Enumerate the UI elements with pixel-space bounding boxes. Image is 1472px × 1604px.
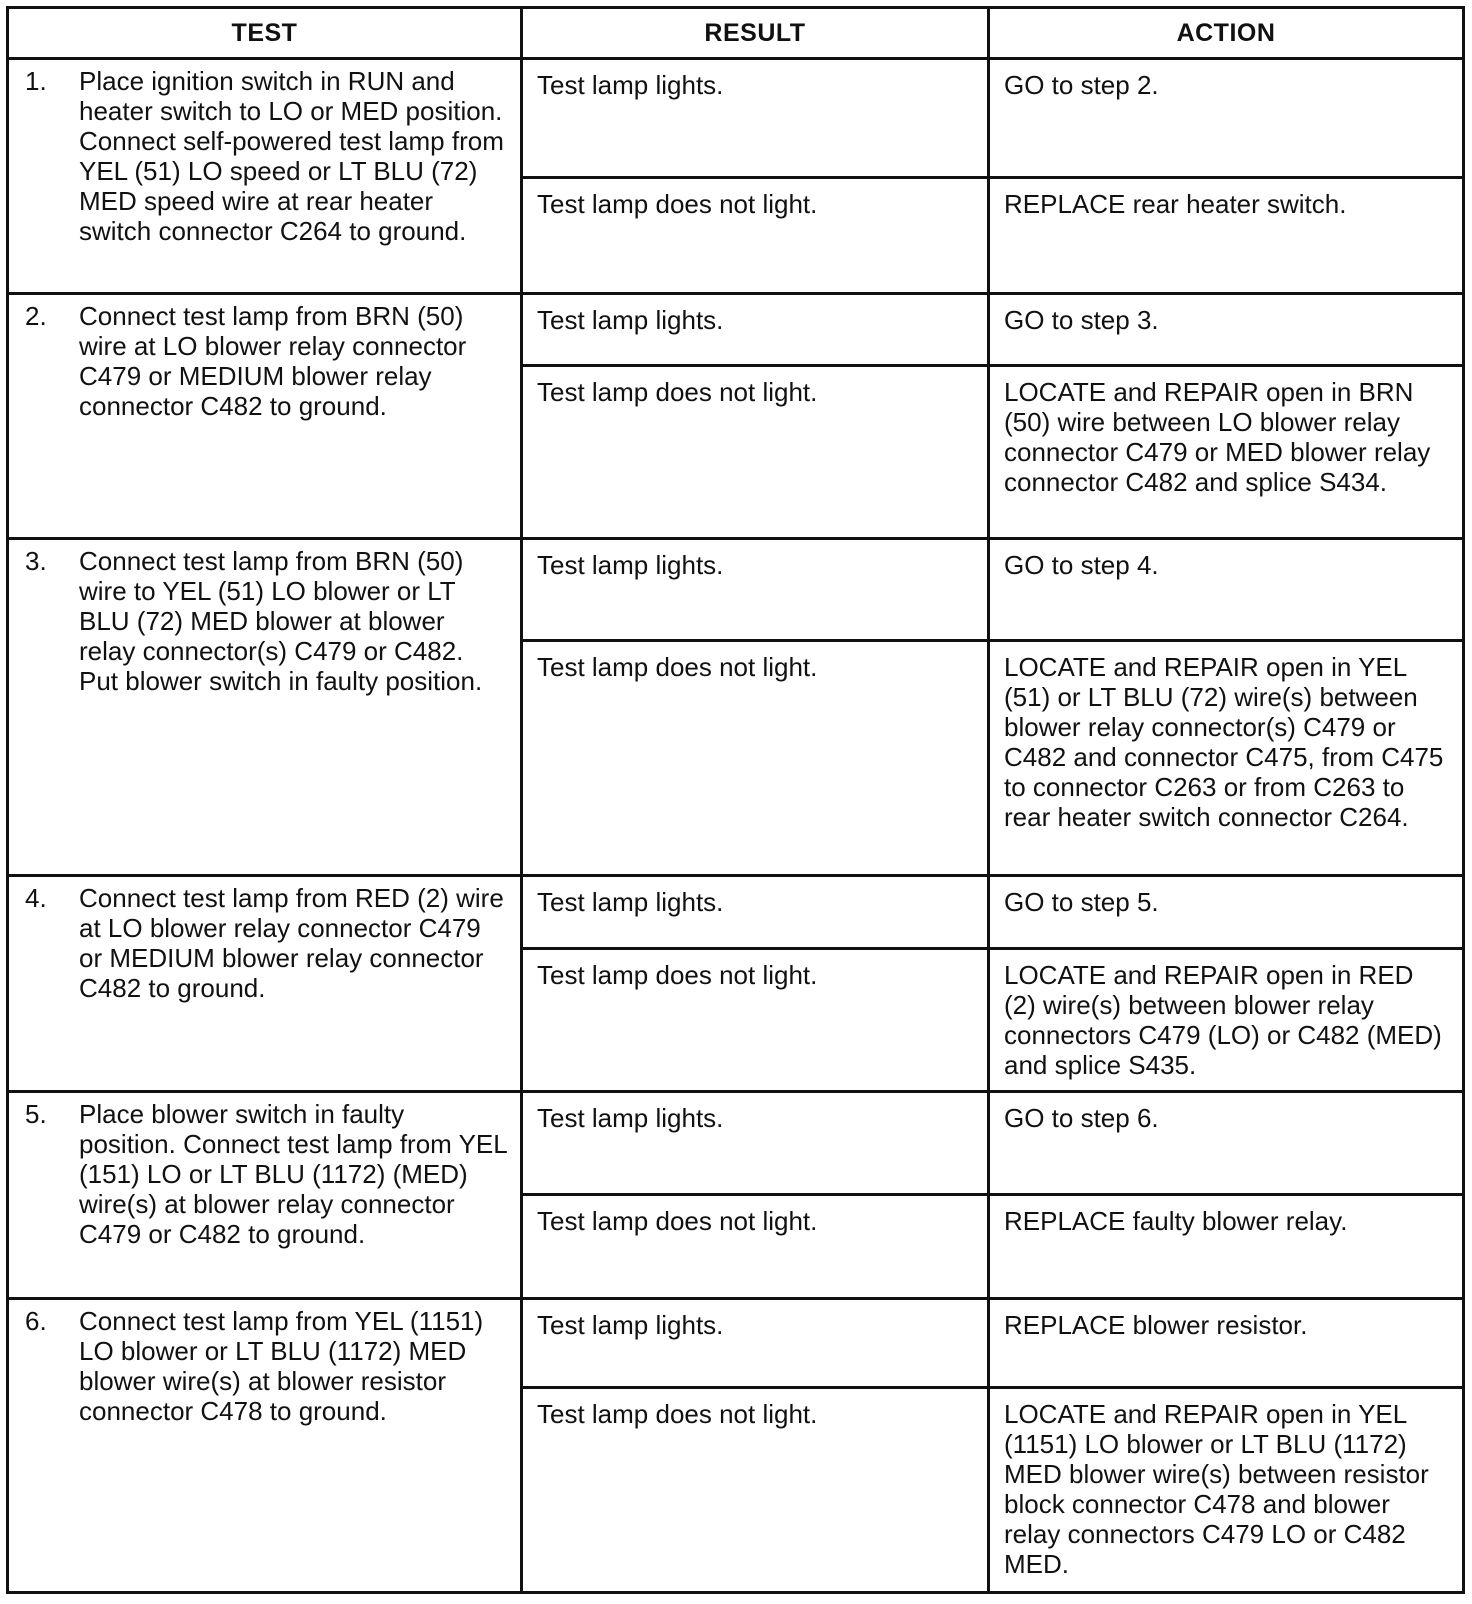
result-cell: Test lamp lights.: [522, 294, 989, 366]
action-cell: REPLACE blower resistor.: [989, 1298, 1464, 1388]
test-instruction: Connect test lamp from RED (2) wire at LO blower relay connector C479 or MEDIUM blower relay connector C482 to ground.: [79, 883, 504, 1004]
step-number: 2.: [25, 301, 47, 332]
test-cell: [8, 539, 522, 876]
action-cell: LOCATE and REPAIR open in YEL (51) or LT BLU (72) wire(s) between blower relay connector(s) C479 or C482 and connector C475, from C475 to connector C263 or from C263 to rear heater switch connector C264.: [989, 641, 1464, 876]
action-cell: REPLACE rear heater switch.: [989, 178, 1464, 294]
action-cell: LOCATE and REPAIR open in BRN (50) wire between LO blower relay connector C479 or MED blower relay connector C482 and splice S434.: [989, 366, 1464, 539]
result-cell: Test lamp does not light.: [522, 1388, 989, 1593]
result-cell: Test lamp lights.: [522, 876, 989, 948]
test-instruction: Place ignition switch in RUN and heater switch to LO or MED position. Connect self-powered test lamp from YEL (51) LO speed or LT BLU (72) MED speed wire at rear heater switch connector C264 to ground.: [79, 66, 504, 246]
action-cell: GO to step 5.: [989, 876, 1464, 948]
header-action: ACTION: [989, 8, 1464, 59]
table-row: [8, 539, 1464, 641]
step-number: 1.: [25, 66, 47, 96]
header-result: RESULT: [522, 8, 989, 59]
action-cell: GO to step 4.: [989, 539, 1464, 641]
result-cell: Test lamp lights.: [522, 539, 989, 641]
result-cell: Test lamp does not light.: [522, 641, 989, 876]
test-cell: [8, 294, 522, 539]
test-instruction: Place blower switch in faulty position. Connect test lamp from YEL (151) LO or LT BLU (1172) (MED) wire(s) at blower relay connector C479 or C482 to ground.: [79, 1099, 507, 1250]
action-cell: GO to step 3.: [989, 294, 1464, 366]
test-cell: [8, 59, 522, 294]
test-cell: [8, 876, 522, 1092]
result-cell: Test lamp lights.: [522, 1092, 989, 1195]
test-cell: [8, 1092, 522, 1299]
result-cell: Test lamp does not light.: [522, 178, 989, 294]
header-test: TEST: [8, 8, 522, 59]
result-cell: Test lamp lights.: [522, 1298, 989, 1388]
action-cell: REPLACE faulty blower relay.: [989, 1194, 1464, 1298]
result-cell: Test lamp does not light.: [522, 948, 989, 1092]
test-instruction: Connect test lamp from BRN (50) wire to YEL (51) LO blower or LT BLU (72) MED blower at blower relay connector(s) C479 or C482. Put blower switch in faulty position.: [79, 546, 483, 697]
header-row: [8, 8, 1464, 59]
step-number: 6.: [25, 1305, 47, 1336]
table-row: [8, 1092, 1464, 1195]
step-number: 5.: [25, 1099, 47, 1130]
action-cell: GO to step 2.: [989, 59, 1464, 178]
result-cell: Test lamp does not light.: [522, 1194, 989, 1298]
action-cell: LOCATE and REPAIR open in YEL (1151) LO blower or LT BLU (1172) MED blower wire(s) between resistor block connector C478 and blower relay connectors C479 LO or C482 MED.: [989, 1388, 1464, 1593]
table-row: [8, 59, 1464, 178]
diagnostic-table: [6, 6, 1465, 1594]
step-number: 3.: [25, 546, 47, 577]
test-instruction: Connect test lamp from YEL (1151) LO blower or LT BLU (1172) MED blower wire(s) at blower resistor connector C478 to ground.: [79, 1305, 484, 1426]
table-row: [8, 1298, 1464, 1388]
test-cell: [8, 1298, 522, 1592]
action-cell: LOCATE and REPAIR open in RED (2) wire(s) between blower relay connectors C479 (LO) or C482 (MED) and splice S435.: [989, 948, 1464, 1092]
table-row: [8, 876, 1464, 948]
result-cell: Test lamp does not light.: [522, 366, 989, 539]
step-number: 4.: [25, 883, 47, 914]
test-instruction: Connect test lamp from BRN (50) wire at LO blower relay connector C479 or MEDIUM blower relay connector C482 to ground.: [79, 301, 467, 422]
table-row: [8, 294, 1464, 366]
result-cell: Test lamp lights.: [522, 59, 989, 178]
action-cell: GO to step 6.: [989, 1092, 1464, 1195]
